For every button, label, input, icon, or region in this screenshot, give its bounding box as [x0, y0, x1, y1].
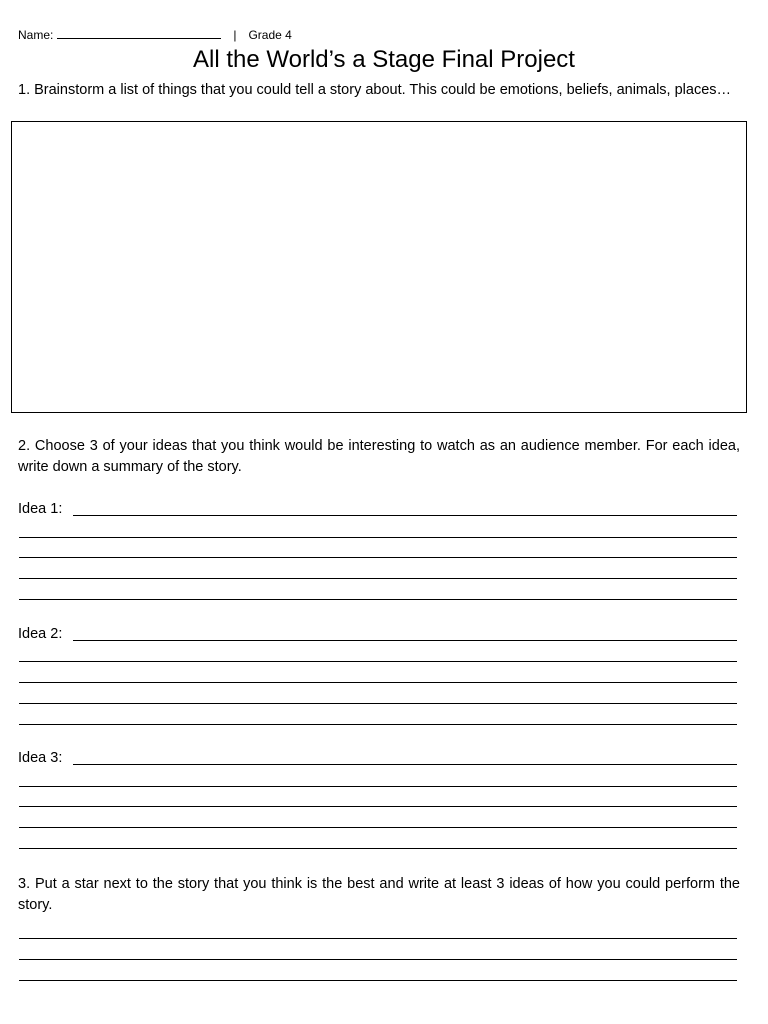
idea-3-title-line[interactable]: [73, 764, 737, 765]
header-row: [18, 26, 292, 42]
idea-3-line-1[interactable]: [19, 786, 737, 787]
idea-1-line-2[interactable]: [19, 557, 737, 558]
idea-2-line-2[interactable]: [19, 682, 737, 683]
idea-1-line-4[interactable]: [19, 599, 737, 600]
grade-label: Grade 4: [248, 28, 292, 42]
header-separator: |: [233, 28, 237, 42]
name-blank[interactable]: [57, 26, 221, 39]
question-2-prompt: 2. Choose 3 of your ideas that you think would be interesting to watch as an audience member. For each idea, write down a summary of the story.: [18, 438, 740, 475]
idea-1-title-line[interactable]: [73, 515, 737, 516]
question-3-prompt: 3. Put a star next to the story that you think is the best and write at least 3 ideas of how you could perform the story.: [18, 876, 740, 913]
idea-2-title-line[interactable]: [73, 640, 737, 641]
idea-1-line-3[interactable]: [19, 578, 737, 579]
idea-3-line-2[interactable]: [19, 806, 737, 807]
answer-3-line-3[interactable]: [19, 980, 737, 981]
idea-2-line-4[interactable]: [19, 724, 737, 725]
page-title: All the World’s a Stage Final Project: [193, 46, 575, 73]
idea-2-line-1[interactable]: [19, 661, 737, 662]
name-label: Name:: [18, 28, 54, 42]
question-1-prompt: 1. Brainstorm a list of things that you could tell a story about. This could be emotions, beliefs, animals, places…: [18, 82, 732, 98]
answer-3-line-1[interactable]: [19, 938, 737, 939]
brainstorm-box[interactable]: [11, 121, 747, 413]
idea-3-line-3[interactable]: [19, 827, 737, 828]
idea-3-label: Idea 3:: [18, 750, 63, 766]
idea-1-line-1[interactable]: [19, 537, 737, 538]
idea-3-line-4[interactable]: [19, 848, 737, 849]
idea-2-label: Idea 2:: [18, 626, 63, 642]
answer-3-line-2[interactable]: [19, 959, 737, 960]
idea-2-line-3[interactable]: [19, 703, 737, 704]
idea-1-label: Idea 1:: [18, 501, 63, 517]
